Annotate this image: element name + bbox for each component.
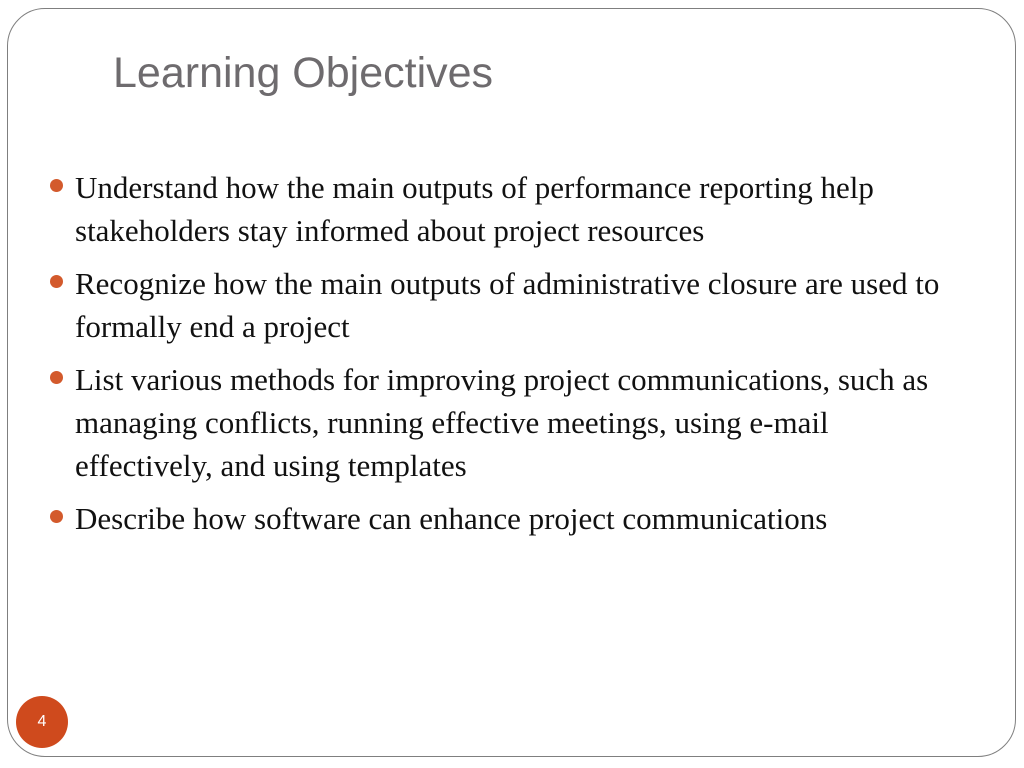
- bullet-dot-icon: [50, 179, 63, 192]
- objective-item: [50, 358, 970, 487]
- bullet-dot-icon: [50, 371, 63, 384]
- objective-item: [50, 497, 970, 540]
- objective-text: List various methods for improving project communications, such as managing conflicts, running effective meetings, using e-mail effectively, and using templates: [75, 362, 929, 483]
- bullet-dot-icon: [50, 275, 63, 288]
- objective-item: [50, 262, 970, 348]
- bullet-dot-icon: [50, 510, 63, 523]
- slide-title: Learning Objectives: [113, 49, 494, 97]
- objective-text: Recognize how the main outputs of administrative closure are used to formally end a project: [75, 266, 940, 344]
- objective-item: [50, 166, 970, 252]
- page-number-badge: 4: [16, 696, 68, 748]
- objective-text: Describe how software can enhance project communications: [75, 501, 828, 536]
- objectives-list: [50, 166, 970, 550]
- objective-text: Understand how the main outputs of performance reporting help stakeholders stay informed about project resources: [75, 170, 874, 248]
